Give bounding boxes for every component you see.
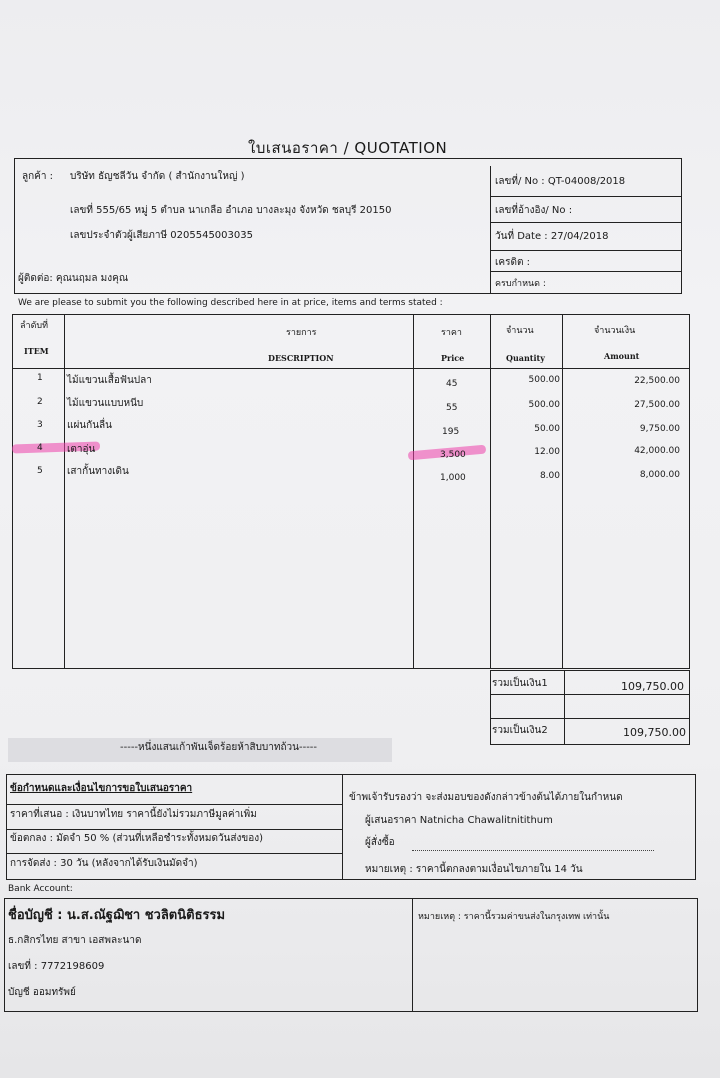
header-price-en: Price: [441, 353, 465, 363]
header-item-th: ลำดับที่: [20, 321, 49, 331]
credit-terms: เครดิต :: [495, 257, 531, 268]
row-2-qty: 500.00: [528, 400, 560, 410]
row-4-price: 3,500: [440, 450, 466, 460]
bank-note: หมายเหตุ : ราคานี้รวมค่าขนส่งในกรุงเทพ เท่านั้น: [418, 912, 610, 922]
quotation-date: วันที่ Date : 27/04/2018: [495, 231, 609, 242]
orderer-label: ผู้สั่งซื้อ: [365, 837, 395, 848]
row-5-amount: 8,000.00: [639, 470, 680, 480]
reference-number: เลขที่อ้างอิง/ No :: [495, 205, 573, 216]
row-3-qty: 50.00: [534, 424, 560, 434]
row-5-item: 5: [37, 466, 43, 476]
total2-value: 109,750.00: [623, 726, 686, 739]
row-1-amount: 22,500.00: [634, 376, 680, 386]
bank-heading: Bank Account:: [8, 884, 73, 894]
row-2-price: 55: [446, 403, 458, 413]
amount-in-words: -----หนึ่งแสนเก้าพันเจ็ดร้อยห้าสิบบาทถ้วน-----: [120, 742, 318, 753]
offerer-name: ผู้เสนอราคา Natnicha Chawalitnitithum: [365, 815, 553, 826]
row-5-qty: 8.00: [539, 471, 560, 481]
row-3-item: 3: [37, 420, 43, 430]
total2-label: รวมเป็นเงิน2: [492, 725, 548, 736]
bank-account-number: เลขที่ : 7772198609: [8, 961, 105, 972]
row-5-desc: เสากั้นทางเดิน: [67, 466, 129, 477]
total1-label: รวมเป็นเงิน1: [492, 678, 548, 689]
header-qty-th: จำนวน: [506, 326, 534, 336]
row-1-desc: ไม้แขวนเสื้อฟันปลา: [67, 375, 152, 386]
due-date: ครบกำหนด :: [495, 279, 546, 289]
row-2-amount: 27,500.00: [634, 400, 680, 410]
row-3-amount: 9,750.00: [639, 424, 680, 434]
customer-tax-id: เลขประจำตัวผู้เสียภาษี 0205545003035: [70, 230, 253, 241]
customer-name: บริษัท ธัญชลีวัน จำกัด ( สำนักงานใหญ่ ): [70, 171, 245, 182]
row-5-price: 1,000: [440, 473, 466, 483]
orderer-signature-line: [412, 850, 654, 851]
certify-statement: ข้าพเจ้ารับรองว่า จะส่งมอบของดังกล่าวข้างต้นได้ภายในกำหนด: [349, 792, 623, 803]
customer-contact: ผู้ติดต่อ: คุณนฤมล มงคุณ: [18, 273, 129, 284]
table-header-divider: [12, 368, 690, 369]
document-title: ใบเสนอราคา / QUOTATION: [248, 139, 448, 157]
row-4-item: 4: [37, 443, 43, 453]
header-price-th: ราคา: [441, 328, 462, 338]
row-1-qty: 500.00: [528, 375, 560, 385]
header-amount-en: Amount: [604, 351, 640, 361]
row-1-item: 1: [37, 373, 43, 383]
quotation-number: เลขที่/ No : QT-04008/2018: [495, 176, 626, 187]
terms-price: ราคาที่เสนอ : เงินบาทไทย ราคานี้ยังไม่รวมภาษีมูลค่าเพิ่ม: [10, 809, 257, 820]
bank-branch: ธ.กสิกรไทย สาขา เอสพละนาด: [8, 935, 142, 946]
total1-value: 109,750.00: [621, 680, 684, 693]
row-2-desc: ไม้แขวนแบบหนีบ: [67, 398, 144, 409]
row-3-desc: แผ่นกันลื่น: [67, 420, 112, 431]
certify-note: หมายเหตุ : ราคานี้ตกลงตามเงื่อนไขภายใน 14 วัน: [365, 864, 583, 875]
header-desc-th: รายการ: [286, 328, 317, 338]
customer-label: ลูกค้า :: [22, 171, 54, 182]
intro-text: We are please to submit you the following described here in at price, items and terms stated :: [18, 298, 443, 308]
row-4-amount: 42,000.00: [634, 446, 680, 456]
row-1-price: 45: [446, 379, 458, 389]
row-3-price: 195: [442, 427, 460, 437]
terms-heading: ข้อกำหนดและเงื่อนไขการขอใบเสนอราคา: [10, 783, 193, 794]
bank-account-type: บัญชี ออมทรัพย์: [8, 987, 76, 998]
header-item-en: ITEM: [24, 346, 49, 356]
terms-deposit: ข้อตกลง : มัดจำ 50 % (ส่วนที่เหลือชำระทั้งหมดวันส่งของ): [10, 833, 264, 844]
header-divider: [490, 166, 491, 294]
row-2-item: 2: [37, 397, 43, 407]
header-amount-th: จำนวนเงิน: [594, 326, 636, 336]
header-qty-en: Quantity: [506, 353, 545, 363]
customer-address: เลขที่ 555/65 หมู่ 5 ตำบล นาเกลือ อำเภอ บางละมุง จังหวัด ชลบุรี 20150: [70, 205, 392, 216]
bank-account-name: ชื่อบัญชี : น.ส.ณัฐฌิชา ชวลิตนิติธรรม: [8, 908, 226, 923]
terms-delivery: การจัดส่ง : 30 วัน (หลังจากได้รับเงินมัดจำ): [10, 858, 198, 869]
row-4-qty: 12.00: [534, 447, 560, 457]
header-desc-en: DESCRIPTION: [268, 353, 334, 363]
row-4-desc: เตาอุ่น: [67, 444, 96, 455]
